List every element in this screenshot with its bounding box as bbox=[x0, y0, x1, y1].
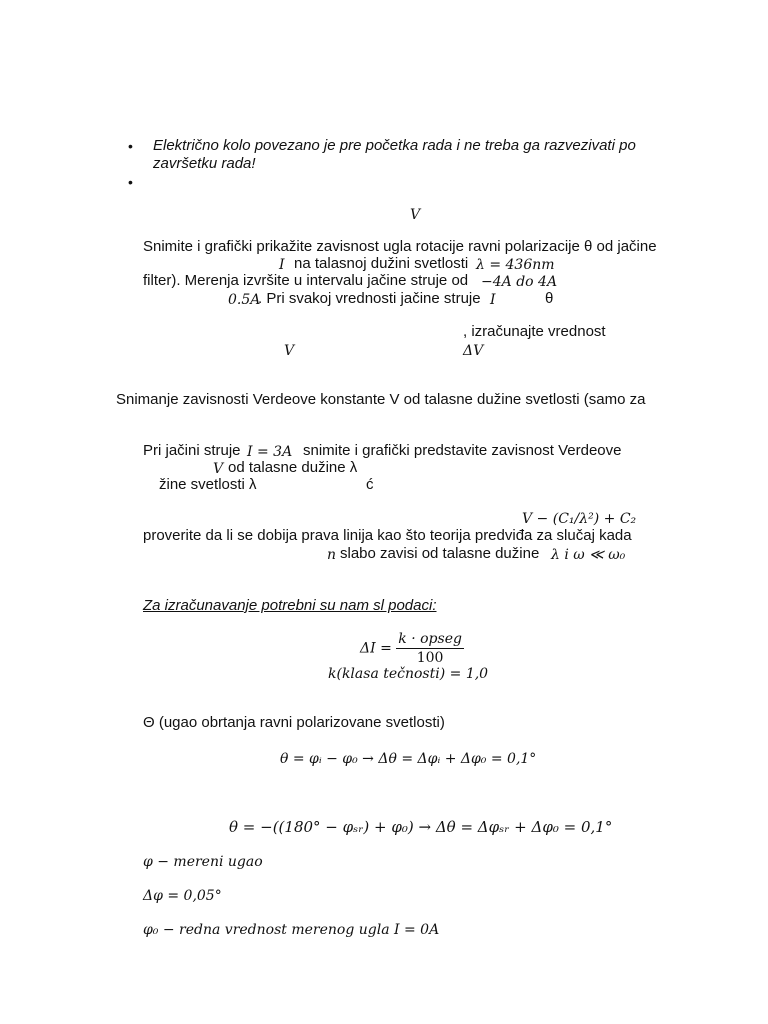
equation-phi-zero: φ₀ − redna vrednost merenog ugla I = 0A bbox=[143, 922, 440, 938]
section1-line4-text: . Pri svakoj vrednosti jačine struje bbox=[258, 290, 481, 307]
section1-line6-v: V bbox=[284, 343, 295, 359]
section2-line2-symbol: V bbox=[213, 461, 224, 477]
equation-delta-i bbox=[360, 630, 464, 667]
section2-line4-math: V − (C₁/λ²) + C₂ bbox=[522, 511, 637, 527]
section1-line2-symbol: I bbox=[279, 257, 285, 273]
section2-line2-text: od talasne dužine λ bbox=[228, 459, 358, 476]
section1-line2-text: na talasnoj dužini svetlosti bbox=[294, 255, 469, 272]
section2-line1-math: I = 3A bbox=[247, 444, 293, 460]
section1-line4-symbol: I bbox=[490, 292, 496, 308]
section1-line4-theta: θ bbox=[545, 290, 554, 307]
equation-delta-phi: Δφ = 0,05° bbox=[143, 888, 222, 904]
equation-theta-1: θ = φᵢ − φ₀ → Δθ = Δφᵢ + Δφ₀ = 0,1° bbox=[280, 751, 537, 767]
section2-line5-text: proverite da li se dobija prava linija kao što teorija predviđa za slučaj kada bbox=[143, 527, 632, 544]
section1-line5-text: , izračunajte vrednost bbox=[463, 323, 606, 340]
verdet-symbol: V bbox=[410, 207, 421, 223]
section1-line2-math: λ = 436nm bbox=[476, 257, 555, 273]
fraction-numerator: k · opseg bbox=[398, 631, 462, 647]
equation-delta-i-fraction bbox=[396, 630, 464, 667]
section3-heading: Za izračunavanje potrebni su nam sl podaci: bbox=[143, 597, 437, 614]
bullet-text-line1: Električno kolo povezano je pre početka rada i ne treba ga razvezivati po bbox=[153, 137, 636, 154]
bullet-icon: • bbox=[128, 174, 133, 190]
section1-line4-math: 0.5A bbox=[228, 292, 261, 308]
bullet-icon: • bbox=[128, 138, 133, 154]
equation-theta-2: θ = −((180° − φₛᵣ) + φ₀) → Δθ = Δφₛᵣ + Δφ₀ = 0,1° bbox=[229, 818, 613, 836]
section1-line3-text: filter). Merenja izvršite u intervalu jačine struje od bbox=[143, 272, 469, 289]
theta-description: Θ (ugao obrtanja ravni polarizovane svetlosti) bbox=[143, 714, 445, 731]
equation-phi: φ − mereni ugao bbox=[143, 854, 263, 870]
fraction-denominator: 100 bbox=[416, 650, 444, 666]
equation-class: k(klasa tečnosti) = 1,0 bbox=[328, 666, 489, 682]
section2-line3-c: ć bbox=[366, 476, 374, 493]
section1-line6-dv: ΔV bbox=[463, 343, 484, 359]
section1-line1: Snimite i grafički prikažite zavisnost ugla rotacije ravni polarizacije θ od jačine bbox=[143, 238, 657, 255]
section2-heading: Snimanje zavisnosti Verdeove konstante V od talasne dužine svetlosti (samo za bbox=[116, 391, 646, 408]
section2-line6-text: slabo zavisi od talasne dužine bbox=[340, 545, 540, 562]
section2-line3-text: žine svetlosti λ bbox=[159, 476, 257, 493]
equation-delta-i-left: ΔI = bbox=[360, 640, 392, 657]
section2-line1-a: Pri jačini struje bbox=[143, 442, 241, 459]
section1-line3-math: −4A do 4A bbox=[481, 274, 558, 290]
section2-line6-math: λ i ω ≪ ω₀ bbox=[551, 547, 626, 563]
bullet-text-line2: završetku rada! bbox=[153, 155, 256, 172]
section2-line6-symbol: n bbox=[327, 547, 337, 563]
section2-line1-b: snimite i grafički predstavite zavisnost Verdeove bbox=[303, 442, 622, 459]
